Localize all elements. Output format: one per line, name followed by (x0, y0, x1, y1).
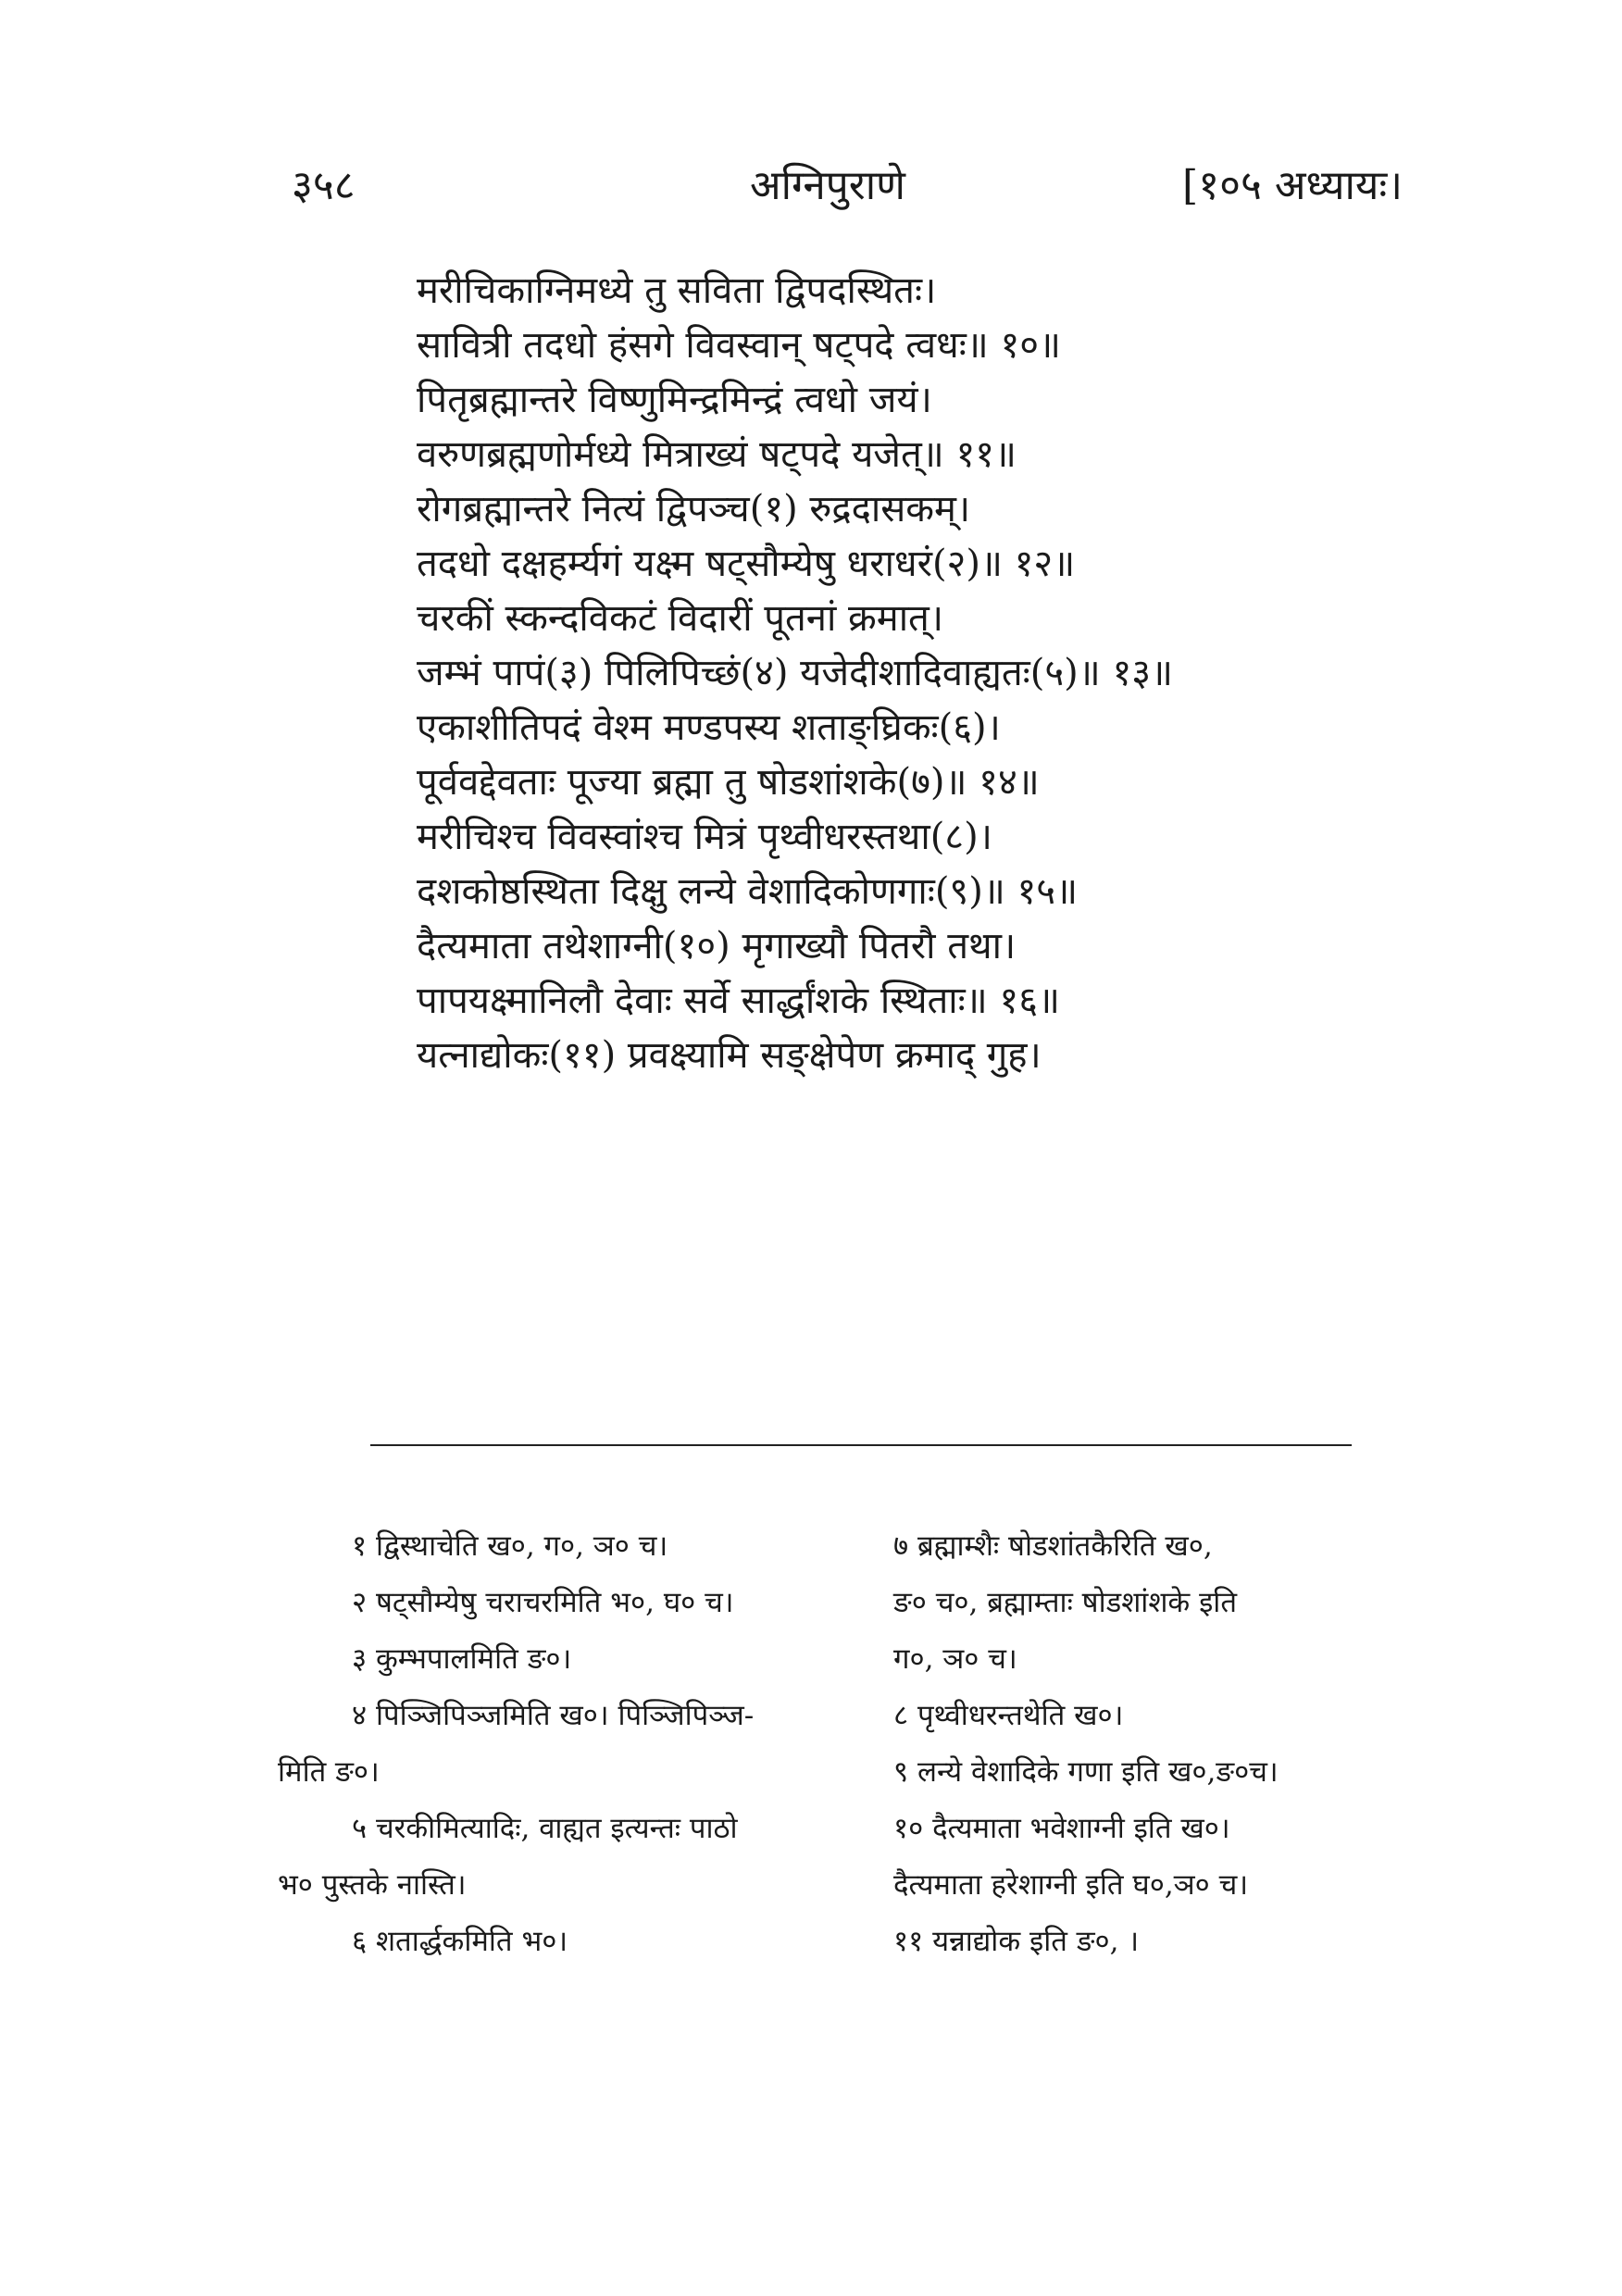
footnote-divider (370, 1444, 1352, 1446)
footnote: ८ पृथ्वीधरन्तथेति ख०। (893, 1699, 1124, 1732)
verse-line: यत्नाद्योकः(११) प्रवक्ष्यामि सङ्क्षेपेण क्रमाद् गुह। (417, 1034, 1042, 1077)
footnote: २ षट्सौम्येषु चराचरमिति भ०, घ० च। (352, 1586, 734, 1619)
verse-block (417, 264, 1398, 1083)
verse-line: सावित्री तदधो हंसगे विवस्वान् षट्पदे त्वधः॥ १०॥ (417, 324, 1062, 367)
footnote-continuation: ङ० च०, ब्रह्माम्ताः षोडशांशके इति (893, 1586, 1237, 1619)
footnote: १० दैत्यमाता भवेशाग्नी इति ख०। (893, 1812, 1230, 1845)
footnote: ११ यन्नाद्योक इति ङ०, । (893, 1925, 1140, 1958)
verse-line: दशकोष्ठस्थिता दिक्षु लन्ये वेशादिकोणगाः(९)॥ १५॥ (417, 870, 1079, 913)
footnote: ३ कुम्भपालमिति ङ०। (352, 1642, 572, 1676)
footnote: ४ पिञ्जिपिञ्जमिति ख०। पिञ्जिपिञ्ज- (352, 1699, 755, 1732)
footnote-continuation: मिति ङ०। (278, 1755, 380, 1789)
footnote: ५ चरकीमित्यादिः, वाह्यत इत्यन्तः पाठो (352, 1812, 738, 1845)
verse-line: मरीचिकाग्निमध्ये तु सविता द्विपदस्थितः। (417, 269, 937, 312)
footnote: १ द्विस्थाचेति ख०, ग०, ञ० च। (352, 1529, 668, 1563)
footnotes-right-column (893, 1518, 1393, 1970)
verse-line: पापयक्ष्मानिलौ देवाः सर्वे सार्द्धांशके स्थिताः॥ १६॥ (417, 980, 1060, 1022)
page-number: ३५८ (292, 162, 356, 209)
verse-line: दैत्यमाता तथेशाग्नी(१०) मृगाख्यौ पितरौ तथा। (417, 925, 1017, 967)
running-title: अग्निपुराणे (750, 162, 905, 209)
footnote-continuation: भ० पुस्तके नास्ति। (278, 1868, 467, 1902)
verse-line: रोगब्रह्मान्तरे नित्यं द्विपञ्च(१) रुद्रदासकम्। (417, 488, 971, 530)
footnote: ९ लन्ये वेशादिके गणा इति ख०,ङ०च। (893, 1755, 1279, 1789)
verse-line: जम्भं पापं(३) पिलिपिच्छं(४) यजेदीशादिवाह्यतः(५)॥ १३॥ (417, 652, 1174, 694)
verse-line: पूर्ववद्देवताः पूज्या ब्रह्मा तु षोडशांशके(७)॥ १४॥ (417, 761, 1040, 804)
footnote-continuation: दैत्यमाता हरेशाग्नी इति घ०,ञ० च। (893, 1868, 1249, 1902)
page-header (292, 156, 1403, 220)
verse-line: पितृब्रह्मान्तरे विष्णुमिन्द्रमिन्द्रं त्वधो जयं। (417, 379, 932, 421)
footnote: ६ शतार्द्धकमिति भ०। (352, 1925, 568, 1958)
verse-line: वरुणब्रह्मणोर्मध्ये मित्राख्यं षट्पदे यजेत्॥ ११॥ (417, 433, 1017, 476)
footnote-continuation: ग०, ञ० च। (893, 1642, 1017, 1676)
chapter-marker: [१०५ अध्यायः। (1182, 162, 1403, 209)
verse-line: एकाशीतिपदं वेश्म मण्डपस्य शताङ्घ्रिकः(६)। (417, 706, 1001, 749)
verse-line: मरीचिश्च विवस्वांश्च मित्रं पृथ्वीधरस्तथा(८)। (417, 816, 992, 858)
verse-line: तदधो दक्षहर्म्यगं यक्ष्म षट्सौम्येषु धराधरं(२)॥ १२॥ (417, 543, 1076, 585)
footnotes-left-column (278, 1518, 880, 1970)
verse-line: चरकीं स्कन्दविकटं विदारीं पूतनां क्रमात्। (417, 597, 944, 640)
footnote: ७ ब्रह्माम्शैः षोडशांतकैरिति ख०, (893, 1529, 1213, 1563)
